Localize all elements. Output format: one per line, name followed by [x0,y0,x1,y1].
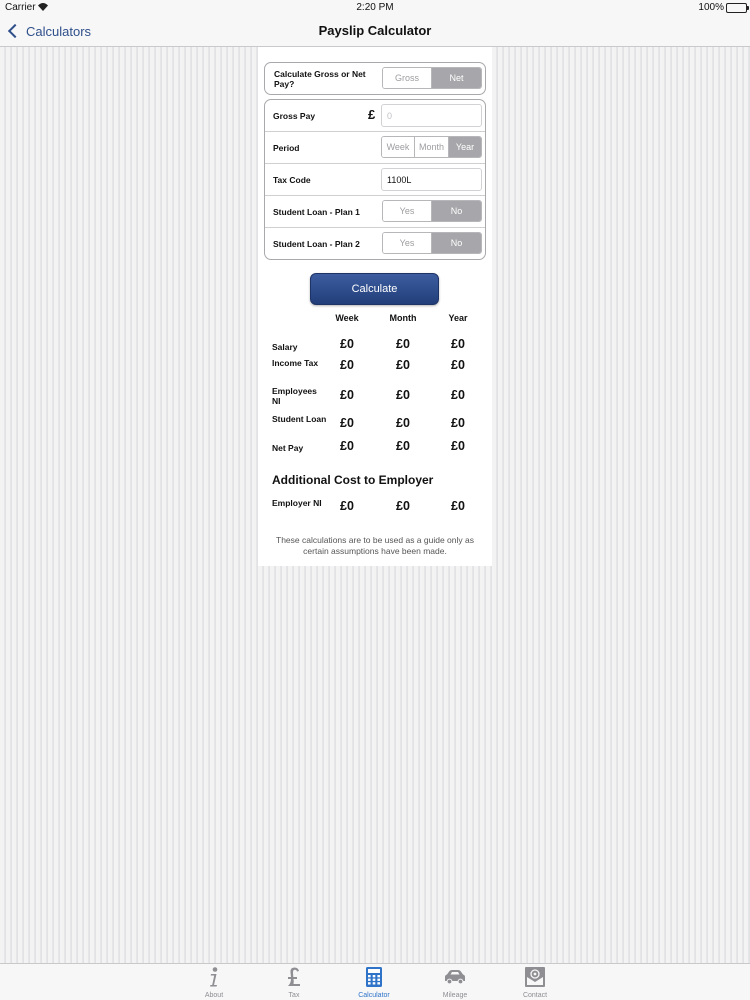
result-value-month: £0 [396,388,410,402]
tab-calculator[interactable] [344,966,404,1000]
result-label: Salary [272,342,298,352]
pound-icon [284,966,304,988]
segment-gross[interactable]: Gross [383,68,432,88]
disclaimer-text: These calculations are to be used as a guide only as certain assumptions have been made. [276,535,474,556]
result-value-year: £0 [451,416,465,430]
result-value-week: £0 [340,388,354,402]
result-value-year: £0 [451,358,465,372]
tab-label: Calculator [358,992,390,999]
info-icon [204,966,224,988]
battery-percentage: 100% [698,2,724,13]
student-loan-plan1-row [265,196,485,228]
segment-plan1-yes[interactable]: Yes [383,201,432,221]
calculator-card [258,47,492,566]
tax-code-input[interactable] [381,168,482,191]
page-title: Payslip Calculator [318,23,432,38]
employer-cost-heading: Additional Cost to Employer [272,473,434,487]
navigation-bar [0,16,750,47]
carrier-name: Carrier [5,2,36,13]
result-value-week: £0 [340,358,354,372]
result-value-month: £0 [396,416,410,430]
student-loan-plan2-row [265,228,485,260]
tab-label: Mileage [442,992,468,999]
gross-pay-label: Gross Pay [273,110,316,121]
result-value-week: £0 [340,439,354,453]
tab-contact[interactable] [505,966,565,1000]
result-value-month: £0 [396,358,410,372]
calculate-button[interactable]: Calculate [310,273,439,305]
result-label: Employees NI [272,386,317,406]
period-label: Period [273,142,300,153]
result-label: Student Loan [272,414,327,424]
result-value-month: £0 [396,499,410,513]
tab-about[interactable] [184,966,244,1000]
student-loan-plan2-label: Student Loan - Plan 2 [273,239,360,249]
battery-icon [726,3,747,13]
gross-pay-row [265,100,485,132]
calculator-icon [365,966,383,988]
tab-label: Tax [288,992,300,999]
tab-bar [0,963,750,1000]
result-value-month: £0 [396,439,410,453]
segment-plan2-yes[interactable]: Yes [383,233,432,253]
tab-label: Contact [522,992,548,999]
envelope-icon [523,966,547,988]
currency-symbol: £ [368,107,376,122]
calc-type-label: Calculate Gross or Net Pay? [274,68,366,89]
student-loan-plan1-segmented-control [382,200,482,222]
result-value-year: £0 [451,439,465,453]
result-value-week: £0 [340,337,354,351]
column-header-week: Week [335,313,359,323]
result-label: Net Pay [272,443,304,453]
calc-type-row [265,63,485,94]
car-icon [443,966,467,988]
period-row [265,132,485,164]
tab-label: About [204,992,224,999]
result-value-month: £0 [396,337,410,351]
gross-pay-input[interactable] [381,104,482,127]
result-value-year: £0 [451,337,465,351]
result-label: Employer NI [272,498,322,508]
result-value-week: £0 [340,416,354,430]
student-loan-plan2-segmented-control [382,232,482,254]
segment-month[interactable]: Month [415,137,449,157]
column-header-month: Month [389,313,417,323]
status-bar [0,0,750,16]
segment-year[interactable]: Year [449,137,481,157]
tax-code-label: Tax Code [273,174,311,185]
segment-net[interactable]: Net [432,68,481,88]
tax-code-row [265,164,485,196]
input-group [264,99,486,260]
student-loan-plan1-label: Student Loan - Plan 1 [273,206,360,217]
result-label: Income Tax [272,358,319,368]
result-value-year: £0 [451,499,465,513]
result-value-week: £0 [340,499,354,513]
segment-plan2-no[interactable]: No [432,233,481,253]
period-segmented-control [381,136,482,158]
result-value-year: £0 [451,388,465,402]
calc-type-group [264,62,486,95]
segment-plan1-no[interactable]: No [432,201,481,221]
segment-week[interactable]: Week [382,137,415,157]
tab-mileage[interactable] [425,966,485,1000]
column-header-year: Year [448,313,468,323]
tab-tax[interactable] [264,966,324,1000]
status-time: 2:20 PM [356,2,394,13]
back-button-label: Calculators [26,23,92,39]
calc-type-segmented-control [382,67,482,89]
